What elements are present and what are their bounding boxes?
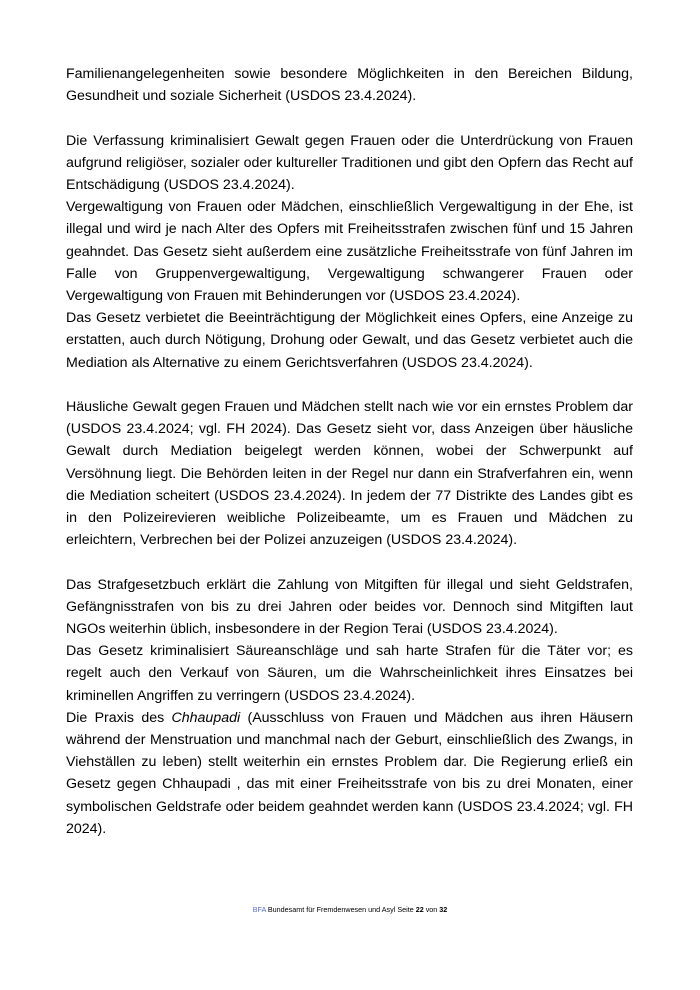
- footer-agency-text: Bundesamt für Fremdenwesen und Asyl Seite: [265, 905, 416, 914]
- paragraph-spacer: [66, 374, 633, 396]
- paragraph-domestic-violence: Häusliche Gewalt gegen Frauen und Mädchen stellt nach wie vor ein ernstes Problem dar (USDOS 23.4.2024; vgl. FH 2024). Das Gesetz sieht vor, dass Anzeigen über häusliche Gewalt durch Mediation beigelegt werden können, wobei der Schwerpunkt auf Versöhnung liegt. Die Behörden leiten in der Regel nur dann ein Strafverfahren ein, wenn die Mediation scheitert (USDOS 23.4.2024). In jedem der 77 Distrikte des Landes gibt es in den Polizeirevieren weibliche Polizeibeamte, um es Frauen und Mädchen zu erleichtern, Verbrechen bei der Polizei anzuzeigen (USDOS 23.4.2024).: [66, 399, 633, 549]
- chhaupadi-term: Chhaupadi: [171, 709, 241, 726]
- paragraph-acid-attacks: Das Gesetz kriminalisiert Säureanschläge und sah harte Strafen für die Täter vor; es regelt auch den Verkauf von Säuren, um die Wahrscheinlichkeit ihres Einsatzes bei kriminellen Angriffen zu verringern (USDOS 23.4.2024).: [66, 643, 633, 704]
- paragraph-constitution: Die Verfassung kriminalisiert Gewalt gegen Frauen oder die Unterdrückung von Frauen aufgrund religiöser, sozialer oder kultureller Traditionen und gibt den Opfern das Recht auf Entschädigung (USDOS 23.4.2024).: [66, 132, 633, 193]
- paragraph-dowry: Das Strafgesetzbuch erklärt die Zahlung von Mitgiften für illegal und sieht Geldstrafen, Gefängnisstrafen von bis zu drei Jahren oder beides vor. Dennoch sind Mitgiften laut NGOs weiterhin üblich, insbesondere in der Region Terai (USDOS 23.4.2024).: [66, 576, 633, 638]
- paragraph-spacer: [66, 107, 633, 129]
- chhaupadi-text-before: Die Praxis des: [66, 709, 172, 726]
- paragraph-reporting-obstruction: Das Gesetz verbietet die Beeinträchtigung der Möglichkeit eines Opfers, eine Anzeige zu erstatten, auch durch Nötigung, Drohung oder Gewalt, und das Gesetz verbietet auch die Mediation als Alternative zu einem Gerichtsverfahren (USDOS 23.4.2024).: [66, 310, 633, 371]
- paragraph-family-affairs: Familienangelegenheiten sowie besondere Möglichkeiten in den Bereichen Bildung, Gesundheit und soziale Sicherheit (USDOS 23.4.2024).: [66, 66, 633, 105]
- document-body: [66, 63, 633, 840]
- chhaupadi-text-after: (Ausschluss von Frauen und Mädchen aus ihren Häusern während der Menstruation und manchmal nach der Geburt, einschließlich des Zwangs, in Viehställen zu leben) stellt weiterhin ein ernstes Problem dar. Die Regierung erließ ein Gesetz gegen Chhaupadi , das mit einer Freiheitsstrafe von bis zu drei Monaten, einer symbolischen Geldstrafe oder beidem geahndet werden kann (USDOS 23.4.2024; vgl. FH 2024).: [66, 709, 634, 837]
- footer-brand-logo: BFA: [252, 905, 266, 914]
- page-footer: [0, 905, 700, 915]
- footer-page-total: 32: [439, 905, 448, 914]
- paragraph-rape-law: Vergewaltigung von Frauen oder Mädchen, einschließlich Vergewaltigung in der Ehe, ist illegal und wird je nach Alter des Opfers mit Freiheitsstrafen zwischen fünf und 15 Jahren geahndet. Das Gesetz sieht außerdem eine zusätzliche Freiheitsstrafe von fünf Jahren im Falle von Gruppenvergewaltigung, Vergewaltigung schwangerer Frauen oder Vergewaltigung von Frauen mit Behinderungen vor (USDOS 23.4.2024).: [66, 199, 633, 305]
- paragraph-spacer: [66, 551, 633, 573]
- footer-of-text: von: [423, 905, 440, 914]
- footer-page-number: 22: [415, 905, 424, 914]
- paragraph-chhaupadi: [66, 707, 633, 840]
